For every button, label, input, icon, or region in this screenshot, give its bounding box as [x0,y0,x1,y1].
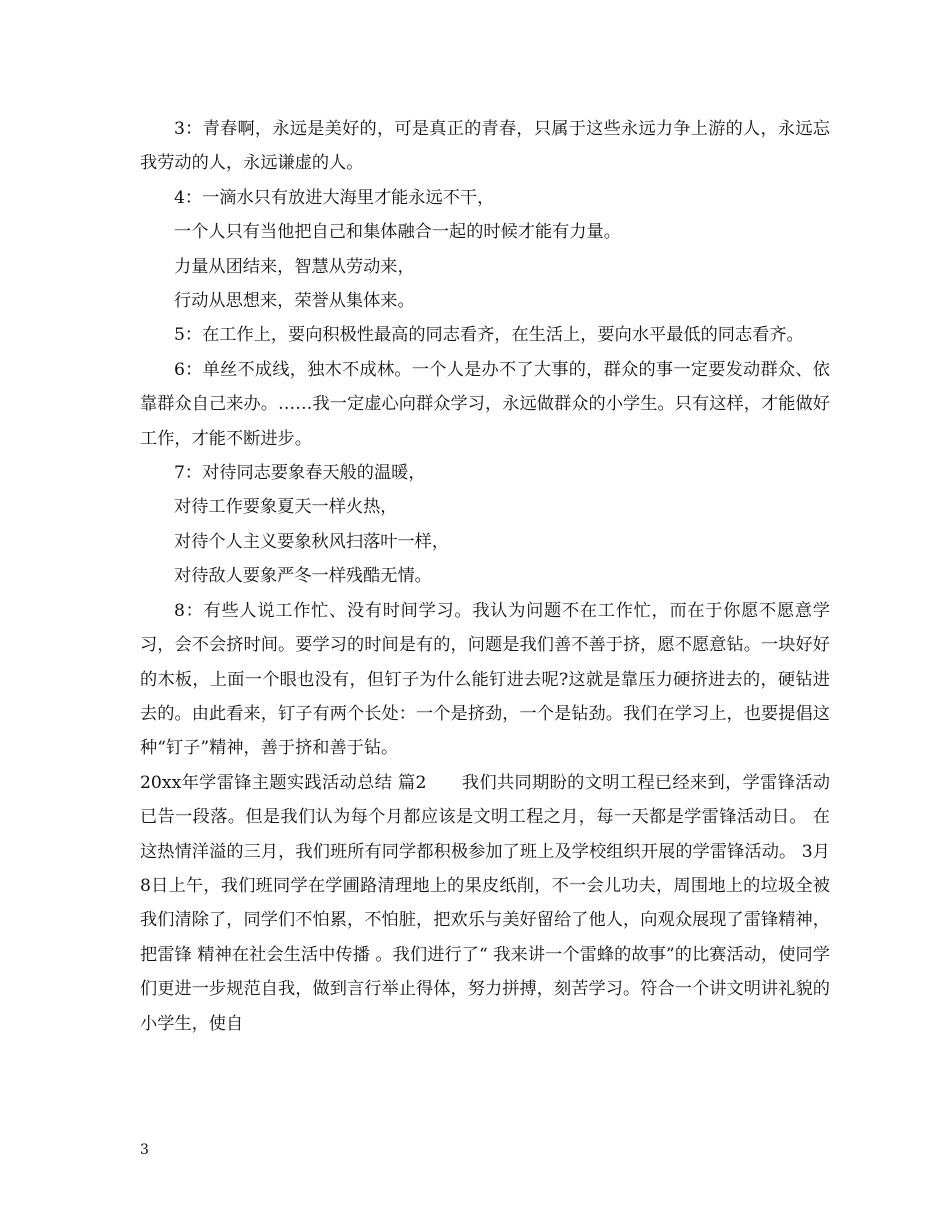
verse-line: 力量从团结来，智慧从劳动来， [174,256,415,277]
document-body [140,112,830,1041]
verse-line: 对待个人主义要象秋风扫落叶一样， [174,531,450,552]
page-number: 3 [140,1142,149,1158]
verse-line: 对待工作要象夏天一样火热， [174,497,398,518]
verse-line: 对待敌人要象严冬一样残酷无情。 [174,566,432,587]
paragraph-5: 5：在工作上，要向积极性最高的同志看齐，在生活上，要向水平最低的同志看齐。 [174,325,804,346]
paragraph-7: 7：对待同志要象春天般的温暖， [174,463,426,484]
verse-line: 一个人只有当他把自己和集体融合一起的时候才能有力量。 [174,222,621,243]
paragraph-4: 4：一滴水只有放进大海里才能永远不干， [174,187,495,208]
paragraph-3: 3：青春啊，永远是美好的，可是真正的青春，只属于这些永远力争上游的人，永远忘我劳动的人，永远谦虚的人。 [140,119,830,174]
paragraph-8: 8：有些人说工作忙、没有时间学习。我认为问题不在工作忙，而在于你愿不愿意学习，会不会挤时间。要学习的时间是有的，问题是我们善不善于挤，愿不愿意钻。一块好好的木板，上面一个眼也没有，但钉子为什么能钉进去呢?这就是靠压力硬挤进去的，硬钻进去的。由此看来，钉子有两个长处：一个是挤劲，一个是钻劲。我们在学习上，也要提倡这种“钉子”精神，善于挤和善于钻。 [140,600,830,759]
paragraph-6: 6：单丝不成线，独木不成林。一个人是办不了大事的，群众的事一定要发动群众、依靠群众自己来办。……我一定虚心向群众学习，永远做群众的小学生。只有这样，才能做好工作，才能不断进步。 [140,359,830,449]
verse-line: 行动从思想来，荣誉从集体来。 [174,291,415,312]
section-2-summary: 20xx年学雷锋主题实践活动总结 篇2 我们共同期盼的文明工程已经来到，学雷锋活动已告一段落。但是我们认为每个月都应该是文明工程之月，每一天都是学雷锋活动日。 在这热情洋溢的三月，我们班所有同学都积极参加了班上及学校组织开展的学雷锋活动。 3月8日上午，我们班同学在学圃路清理地上的果皮纸削，不一会儿功夫，周围地上的垃圾全被我们清除了，同学们不怕累，不怕脏，把欢乐与美好留给了他人，向观众展现了雷锋精神，把雷锋 精神在社会生活中传播 。我们进行了“ 我来讲一个雷蜂的故事”的比赛活动，使同学们更进一步规范自我，做到言行举止得体，努力拼搏，刻苦学习。符合一个讲文明讲礼貌的小学生，使自 [140,772,830,1034]
